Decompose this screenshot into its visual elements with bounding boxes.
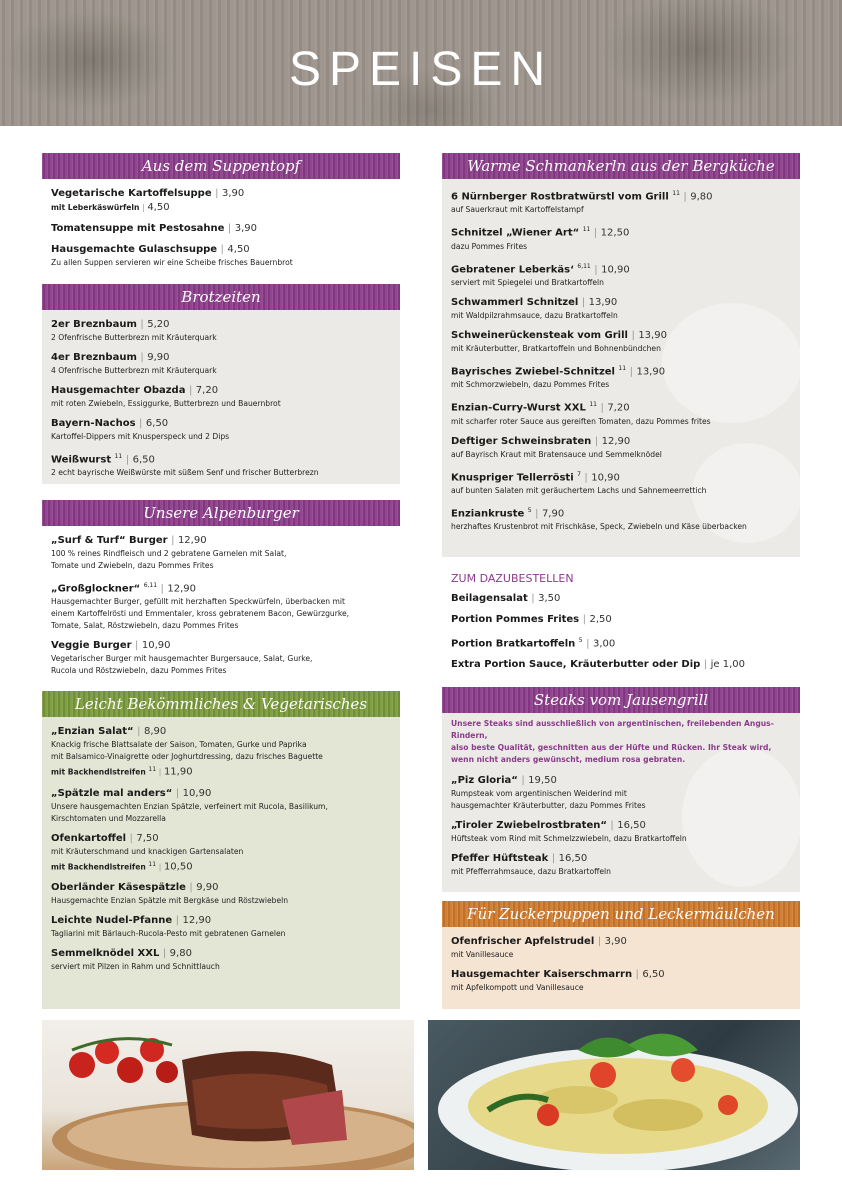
menu-item-name-line: [51, 222, 391, 236]
price-separator: |: [140, 319, 144, 330]
menu-item-name-line: [51, 243, 391, 257]
allergen-marker: 6,11: [143, 582, 158, 589]
option-name: mit Leberkäswürfeln: [51, 203, 140, 212]
section-title: ZUM DAZUBESTELLEN: [451, 572, 574, 585]
dish-description: mit Waldpilzrahmsauce, dazu Bratkartoffeln: [451, 310, 618, 320]
menu-item: [451, 968, 791, 994]
section-header: Warme Schmankerln aus der Bergküche: [442, 153, 800, 179]
dish-description: mit Vanillesauce: [451, 950, 514, 959]
item-list: [42, 310, 400, 492]
price-separator: |: [683, 191, 687, 203]
option-name: mit Backhendlstreifen: [51, 862, 146, 872]
price-separator: |: [227, 223, 232, 234]
dish-description: Hausgemachte Enzian Spätzle mit Bergkäse und Röstzwiebeln: [51, 896, 289, 906]
dish-price: 3,90: [221, 188, 245, 199]
price-separator: |: [593, 227, 598, 239]
dish-name: Leichte Nudel-Pfanne: [51, 915, 173, 927]
dish-price: 7,20: [195, 385, 219, 396]
item-list: [442, 592, 800, 685]
menu-item: [451, 613, 791, 627]
menu-item-name-line: [451, 658, 791, 672]
section-dazu: [442, 566, 800, 676]
option-price: 4,50: [147, 202, 170, 213]
menu-item: [451, 362, 791, 391]
menu-item-name-line: [451, 398, 791, 415]
pasta-illustration: [428, 1020, 800, 1170]
dish-description: Rumpsteak vom argentinischen Weiderind mit: [451, 789, 627, 798]
steak-illustration: [42, 1020, 414, 1170]
menu-item: [451, 398, 791, 427]
dish-price: 10,90: [182, 787, 212, 799]
allergen-marker: 11: [589, 401, 597, 409]
price-separator: |: [531, 593, 535, 604]
allergen-marker: 11: [582, 226, 591, 234]
dish-description: serviert mit Spiegelei und Bratkartoffeln: [451, 277, 604, 287]
dish-price: 12,90: [601, 435, 631, 447]
dish-description: 100 % reines Rindfleisch und 2 gebratene Garnelen mit Salat,: [51, 549, 287, 558]
menu-item-name-line: [51, 534, 391, 548]
menu-item: [51, 351, 391, 377]
menu-item: [51, 914, 391, 940]
allergen-marker: 11: [114, 453, 123, 460]
intro-line: also beste Qualität, geschnitten aus der Hüfte und Rücken. Ihr Steak wird,: [451, 743, 772, 752]
menu-item-name-line: [451, 329, 791, 343]
pasta-photo: [428, 1020, 800, 1170]
dish-description: Hausgemachter Burger, gefüllt mit herzhaften Speckwürfeln, überbacken mit: [51, 597, 345, 607]
menu-item: [51, 947, 391, 973]
menu-item: [51, 787, 391, 825]
option-price: 11,90: [163, 766, 193, 778]
item-list: [451, 774, 791, 878]
price-separator: |: [597, 936, 602, 947]
dish-description: mit Schmorzwiebeln, dazu Pommes Frites: [451, 380, 610, 390]
menu-item: [451, 329, 791, 355]
dish-name: Veggie Burger: [51, 640, 132, 652]
menu-item-name-line: [51, 725, 391, 739]
price-separator: |: [582, 614, 586, 625]
section-suess: [442, 901, 800, 1009]
menu-item: [451, 658, 791, 672]
dish-price: 3,90: [234, 223, 258, 234]
dish-description: Zu allen Suppen servieren wir eine Scheibe frisches Bauernbrot: [51, 258, 293, 267]
option-price: 10,50: [163, 861, 193, 873]
menu-item-name-line: [51, 351, 391, 365]
section-suppe: [42, 153, 400, 273]
dish-description: mit scharfer roter Sauce aus gereiften Tomaten, dazu Pommes frites: [451, 416, 711, 426]
dish-price: 12,90: [167, 583, 197, 595]
dish-price: 6,50: [132, 454, 155, 466]
dish-description: Kartoffel-Dippers mit Knusperspeck und 2 Dips: [51, 432, 230, 441]
price-separator: |: [600, 402, 604, 414]
price-separator: |: [581, 296, 586, 308]
dish-name: Knuspriger Tellerrösti: [451, 471, 574, 483]
dish-description: Tagliarini mit Bärlauch-Rucola-Pesto mit gebratenen Garnelen: [51, 929, 286, 939]
menu-item-name-line: [451, 819, 791, 833]
section-header: Leicht Bekömmliches & Vegetarisches: [42, 691, 400, 717]
dish-name: Hausgemachte Gulaschsuppe: [51, 244, 218, 255]
dish-name: Enzian-Curry-Wurst XXL: [451, 402, 586, 414]
dish-price: 3,50: [538, 593, 561, 604]
price-separator: |: [610, 820, 614, 831]
dish-name: Ofenfrischer Apfelstrudel: [451, 936, 595, 947]
dish-price: 13,90: [636, 366, 666, 378]
dish-name: Deftiger Schweinsbraten: [451, 435, 592, 447]
dish-price: 3,90: [604, 936, 627, 947]
allergen-marker: 6,11: [577, 262, 591, 270]
dish-name: Tomatensuppe mit Pestosahne: [51, 223, 225, 234]
dish-description: Hüftsteak vom Rind mit Schmelzzwiebeln, dazu Bratkartoffeln: [451, 834, 687, 843]
dish-description: mit Balsamico-Vinaigrette oder Joghurtdressing, dazu frisches Baguette: [51, 752, 323, 761]
header-banner: [0, 0, 842, 126]
menu-item-name-line: [51, 318, 391, 332]
menu-item: [451, 260, 791, 289]
dish-price: 4,50: [227, 244, 250, 255]
allergen-marker: 11: [148, 860, 157, 868]
dish-description: herzhaftes Krustenbrot mit Frischkäse, Speck, Zwiebeln und Käse überbacken: [451, 522, 747, 532]
price-separator: |: [535, 508, 539, 520]
dish-name: „Surf & Turf“ Burger: [51, 535, 168, 546]
dish-price: 13,90: [588, 296, 618, 308]
dish-name: „Spätzle mal anders“: [51, 787, 173, 799]
menu-item: [451, 468, 791, 497]
item-list: [442, 179, 800, 546]
dish-price: 12,50: [600, 227, 630, 239]
menu-item-name-line: [451, 504, 791, 521]
allergen-marker: 11: [618, 364, 627, 372]
menu-item: [51, 243, 391, 269]
dish-description: auf bunten Salaten mit geräuchertem Lachs und Sahnemeerrettich: [451, 485, 707, 495]
dish-description: Tomate und Zwiebeln, dazu Pommes Frites: [51, 561, 214, 570]
price-separator: |: [631, 329, 635, 341]
menu-item: [451, 819, 791, 845]
option-name: mit Backhendlstreifen: [51, 767, 146, 777]
section-leicht: [42, 691, 400, 1009]
dish-price: 9,80: [169, 948, 192, 960]
dish-description: auf Bayrisch Kraut mit Bratensauce und Semmelknödel: [451, 449, 662, 459]
price-separator: |: [175, 915, 179, 927]
price-separator: |: [137, 726, 141, 737]
dish-description: Tomate, Salat, Röstzwiebeln, dazu Pommes Frites: [51, 621, 239, 631]
dish-price: 7,90: [541, 508, 565, 520]
dish-description: einem Kartoffelrösti und Emmentaler, kross gebratenem Bacon, Gewürzgurke,: [51, 609, 350, 619]
dish-price: 12,90: [182, 915, 212, 927]
dish-name: „Piz Gloria“: [451, 775, 518, 786]
dish-name: Schwammerl Schnitzel: [451, 296, 579, 308]
price-separator: |: [188, 385, 193, 396]
dish-price: 9,90: [147, 352, 170, 363]
dish-option: [51, 858, 391, 875]
menu-item-name-line: [451, 468, 791, 485]
dish-name: „Tiroler Zwiebelrostbraten“: [451, 820, 607, 831]
dish-name: Gebratener Leberkäs‘: [451, 263, 574, 275]
dish-description: Unsere hausgemachten Enzian Spätzle, verfeinert mit Rucola, Basilikum,: [51, 801, 328, 811]
dish-name: Schnitzel „Wiener Art“: [451, 227, 580, 239]
dish-price: 6,50: [145, 418, 169, 429]
price-separator: |: [175, 787, 180, 799]
dish-price: 10,90: [141, 640, 171, 652]
menu-item: [451, 935, 791, 961]
menu-item: [451, 187, 791, 216]
menu-item: [451, 852, 791, 878]
menu-item-name-line: [451, 362, 791, 379]
steak-photo: [42, 1020, 414, 1170]
section-steaks: [442, 687, 800, 892]
dish-price: je 1,00: [710, 659, 745, 671]
dish-name: Ofenkartoffel: [51, 832, 127, 844]
item-list: [442, 927, 800, 1007]
section-header: Unsere Alpenburger: [42, 500, 400, 526]
dish-name: Portion Pommes Frites: [451, 614, 580, 625]
dish-option: [51, 201, 391, 215]
dish-price: 10,90: [601, 263, 630, 275]
menu-item-name-line: [51, 787, 391, 801]
dish-price: 16,50: [617, 820, 646, 831]
price-separator: |: [635, 969, 639, 980]
price-separator: |: [703, 659, 708, 671]
dish-price: 7,20: [607, 402, 630, 414]
dish-description: mit Kräuterschmand und knackigen Gartensalaten: [51, 846, 244, 856]
section-header: Brotzeiten: [42, 284, 400, 310]
menu-item: [51, 881, 391, 907]
price-separator: |: [158, 767, 162, 777]
menu-item-name-line: [451, 852, 791, 866]
dish-description: Rucola und Röstzwiebeln, dazu Pommes Frites: [51, 666, 227, 676]
menu-item-name-line: [451, 187, 791, 204]
dish-description: mit roten Zwiebeln, Essiggurke, Butterbrezn und Bauernbrot: [51, 399, 281, 408]
menu-item: [51, 318, 391, 344]
menu-item: [51, 579, 391, 632]
dish-price: 13,90: [638, 329, 667, 341]
dish-name: Extra Portion Sauce, Kräuterbutter oder Dip: [451, 659, 701, 671]
allergen-marker: 5: [527, 506, 532, 514]
section-header: Aus dem Suppentopf: [42, 153, 400, 179]
dish-name: Bayern-Nachos: [51, 418, 136, 429]
dish-name: 4er Breznbaum: [51, 352, 137, 363]
dish-price: 8,90: [143, 726, 167, 737]
dish-price: 19,50: [528, 775, 557, 786]
dish-price: 3,00: [592, 638, 616, 650]
price-separator: |: [551, 853, 556, 864]
menu-item-name-line: [51, 914, 391, 928]
intro-line: wenn nicht anders gewünscht, medium rosa gebraten.: [451, 755, 686, 764]
dish-description: hausgemachter Kräuterbutter, dazu Pommes Frites: [451, 801, 646, 810]
menu-item: [451, 296, 791, 322]
dish-price: 10,90: [591, 471, 620, 483]
dish-name: Oberländer Käsespätzle: [51, 882, 186, 894]
price-separator: |: [142, 203, 145, 212]
price-separator: |: [160, 583, 164, 595]
menu-item: [51, 534, 391, 572]
menu-item: [51, 384, 391, 410]
item-list: [42, 717, 400, 986]
menu-item: [51, 832, 391, 875]
menu-item: [451, 774, 791, 812]
menu-item: [51, 222, 391, 236]
dish-description: Kirschtomaten und Mozzarella: [51, 813, 166, 823]
menu-item-name-line: [451, 223, 791, 240]
price-separator: |: [220, 244, 224, 255]
price-separator: |: [594, 263, 598, 275]
section-burger: [42, 500, 400, 680]
price-separator: |: [158, 862, 162, 872]
page-title: SPEISEN: [288, 43, 554, 96]
intro-line: Unsere Steaks sind ausschließlich von argentinischen, freilebenden Angus-Rindern,: [451, 719, 774, 740]
menu-item: [51, 450, 391, 479]
dish-name: Weißwurst: [51, 454, 112, 466]
dish-price: 5,20: [147, 319, 170, 330]
dish-description: Vegetarischer Burger mit hausgemachter Burgersauce, Salat, Gurke,: [51, 654, 313, 664]
menu-item-name-line: [51, 881, 391, 895]
dish-description: mit Pfefferrahmsauce, dazu Bratkartoffeln: [451, 867, 611, 876]
menu-item-name-line: [451, 296, 791, 310]
dish-name: Pfeffer Hüftsteak: [451, 853, 549, 864]
dish-price: 9,90: [196, 882, 219, 894]
dish-price: 9,80: [690, 191, 713, 203]
dish-name: Hausgemachter Kaiserschmarrn: [451, 969, 633, 980]
price-separator: |: [135, 640, 139, 652]
menu-item: [51, 187, 391, 215]
menu-item: [451, 634, 791, 651]
price-separator: |: [584, 471, 588, 483]
menu-item-name-line: [51, 450, 391, 467]
dish-name: Semmelknödel XXL: [51, 948, 160, 960]
price-separator: |: [139, 418, 143, 429]
dish-price: 7,50: [136, 832, 159, 844]
menu-item-name-line: [51, 384, 391, 398]
menu-item: [451, 592, 791, 606]
price-separator: |: [215, 188, 219, 199]
menu-item-name-line: [451, 613, 791, 627]
section-header: Steaks vom Jausengrill: [442, 687, 800, 713]
price-separator: |: [171, 535, 175, 546]
dish-description: 4 Ofenfrische Butterbrezn mit Kräuterquark: [51, 366, 217, 375]
steaks-intro: [451, 718, 791, 766]
dish-description: mit Kräuterbutter, Bratkartoffeln und Bohnenbündchen: [451, 343, 661, 353]
dish-description: mit Apfelkompott und Vanillesauce: [451, 983, 584, 992]
section-warm: [442, 153, 800, 557]
menu-item: [51, 725, 391, 780]
dish-name: Enziankruste: [451, 508, 525, 520]
menu-item-name-line: [51, 947, 391, 961]
dish-name: Beilagensalat: [451, 593, 528, 604]
dish-price: 6,50: [642, 969, 665, 980]
allergen-marker: 7: [577, 470, 581, 478]
item-list: [42, 179, 400, 282]
dish-price: 2,50: [589, 614, 612, 625]
price-separator: |: [140, 352, 144, 363]
dish-name: Schweinerückensteak vom Grill: [451, 329, 628, 341]
menu-item: [51, 639, 391, 677]
menu-item: [451, 435, 791, 461]
dish-price: 12,90: [177, 535, 207, 546]
dish-option: [51, 763, 391, 780]
menu-item-name-line: [51, 417, 391, 431]
dish-name: Hausgemachter Obazda: [51, 385, 186, 396]
menu-item-name-line: [451, 634, 791, 651]
price-separator: |: [629, 366, 633, 378]
price-separator: |: [125, 454, 130, 466]
dish-description: auf Sauerkraut mit Kartoffelstampf: [451, 205, 584, 215]
price-separator: |: [594, 435, 599, 447]
section-header: Für Zuckerpuppen und Leckermäulchen: [442, 901, 800, 927]
price-separator: |: [129, 832, 133, 844]
allergen-marker: 11: [148, 766, 157, 773]
menu-item-name-line: [451, 935, 791, 949]
section-brotzeiten: [42, 284, 400, 484]
menu-item-name-line: [451, 968, 791, 982]
menu-item-name-line: [451, 435, 791, 449]
menu-item: [451, 223, 791, 252]
price-separator: |: [189, 882, 193, 894]
dish-name: Portion Bratkartoffeln: [451, 638, 576, 650]
menu-item-name-line: [51, 187, 391, 201]
menu-item: [451, 504, 791, 533]
price-separator: |: [586, 638, 590, 650]
item-list: [42, 526, 400, 690]
menu-item: [51, 417, 391, 443]
menu-item-name-line: [451, 774, 791, 788]
dish-description: serviert mit Pilzen in Rahm und Schnittlauch: [51, 962, 220, 972]
menu-item-name-line: [51, 639, 391, 653]
dish-name: „Enzian Salat“: [51, 726, 134, 737]
dish-description: dazu Pommes Frites: [451, 241, 528, 251]
price-separator: |: [162, 948, 167, 960]
dish-name: 2er Breznbaum: [51, 319, 137, 330]
dish-description: 2 Ofenfrische Butterbrezn mit Kräuterquark: [51, 333, 217, 342]
menu-item-name-line: [451, 260, 791, 277]
dish-description: 2 echt bayrische Weißwürste mit süßem Senf und frischer Butterbrezn: [51, 468, 319, 478]
dish-price: 16,50: [558, 853, 588, 864]
menu-item-name-line: [51, 579, 391, 596]
dish-name: Vegetarische Kartoffelsuppe: [51, 188, 212, 199]
menu-item-name-line: [51, 832, 391, 846]
dish-name: Bayrisches Zwiebel-Schnitzel: [451, 366, 615, 378]
dish-name: „Großglockner“: [51, 583, 141, 595]
dish-name: 6 Nürnberger Rostbratwürstl vom Grill: [451, 191, 669, 203]
allergen-marker: 11: [672, 190, 680, 197]
menu-item-name-line: [451, 592, 791, 606]
dish-description: Knackig frische Blattsalate der Saison, Tomaten, Gurke und Paprika: [51, 740, 307, 749]
price-separator: |: [521, 775, 525, 786]
allergen-marker: 5: [578, 637, 583, 644]
